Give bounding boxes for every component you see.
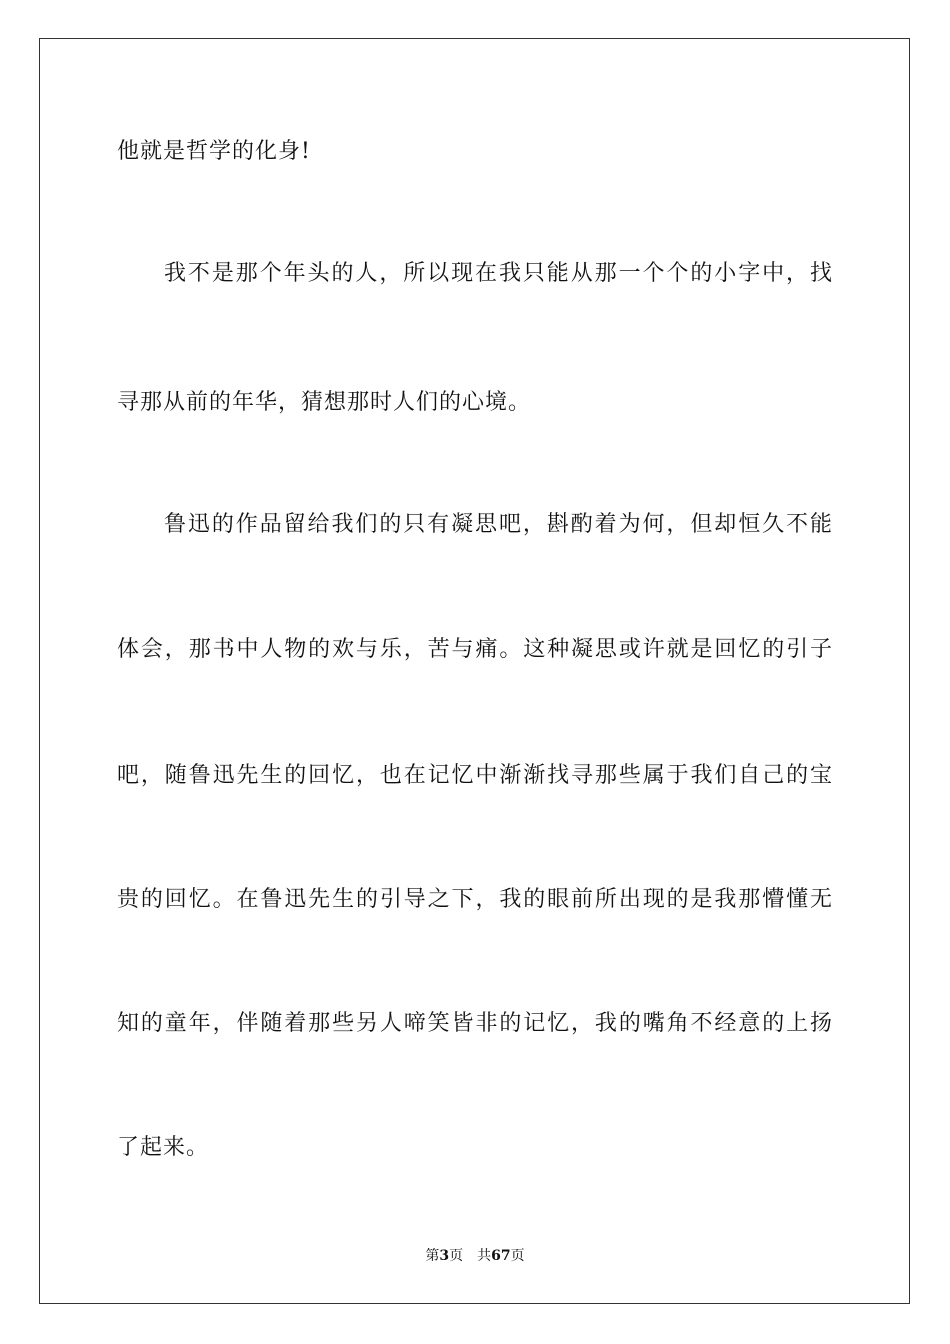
text-line: 体会，那书中人物的欢与乐，苦与痛。这种凝思或许就是回忆的引子	[117, 637, 833, 662]
text-line: 吧，随鲁迅先生的回忆，也在记忆中渐渐找寻那些属于我们自己的宝	[117, 763, 833, 788]
paragraph-first-line: 鲁迅的作品留给我们的只有凝思吧，斟酌着为何，但却恒久不能	[164, 512, 833, 537]
text-line: 他就是哲学的化身!	[117, 139, 311, 164]
total-suffix: 页	[510, 1248, 525, 1264]
total-prefix: 共	[477, 1248, 492, 1264]
page-border	[39, 38, 910, 1304]
current-page-number: 3	[439, 1248, 450, 1264]
text-line: 贵的回忆。在鲁迅先生的引导之下，我的眼前所出现的是我那懵懂无	[117, 887, 833, 912]
text-line: 了起来。	[117, 1135, 210, 1160]
page-prefix: 第	[425, 1248, 440, 1264]
paragraph-first-line: 我不是那个年头的人，所以现在我只能从那一个个的小字中，找	[164, 261, 833, 286]
page-suffix: 页	[449, 1248, 464, 1264]
total-page-count: 67	[491, 1248, 511, 1264]
text-line: 知的童年，伴随着那些另人啼笑皆非的记忆，我的嘴角不经意的上扬	[117, 1011, 833, 1036]
text-line: 寻那从前的年华，猜想那时人们的心境。	[117, 390, 532, 415]
page-footer	[0, 1246, 950, 1266]
